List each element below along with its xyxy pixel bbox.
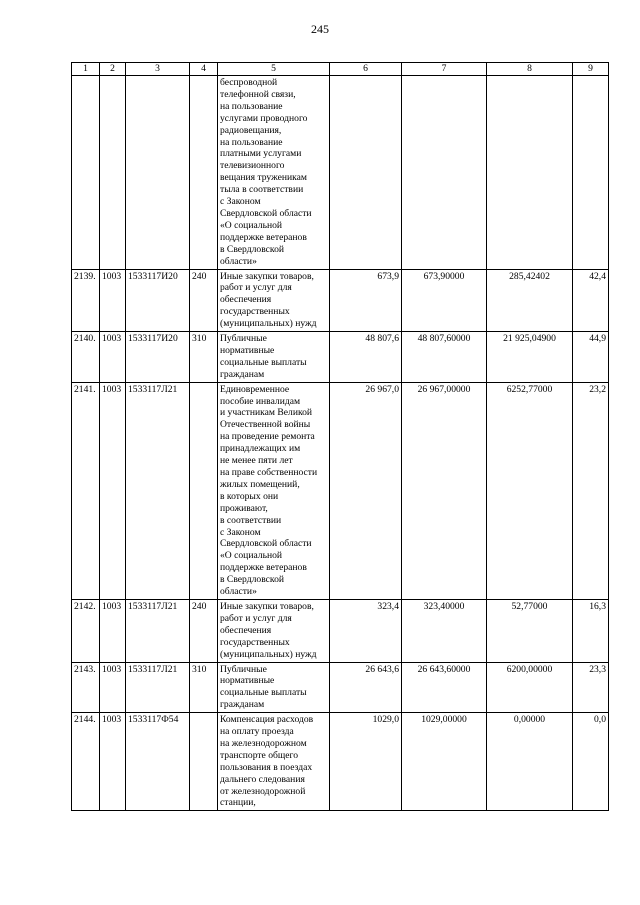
table-row — [72, 269, 609, 332]
column-header: 3 — [126, 63, 190, 76]
target-code — [126, 76, 190, 270]
value-planned: 48 807,6 — [330, 332, 402, 383]
expense-kind: 310 — [190, 662, 218, 713]
table-row — [72, 382, 609, 599]
column-header: 4 — [190, 63, 218, 76]
description: Иные закупки товаров, работ и услуг для обеспечения государственных (муниципальных) нужд — [218, 269, 330, 332]
description: Компенсация расходов на оплату проезда на железнодорожном транспорте общего пользования в поездах дальнего следования от железнодорожной станции, — [218, 713, 330, 811]
value-percent: 0,0 — [573, 713, 609, 811]
value-executed: 21 925,04900 — [487, 332, 573, 383]
value-executed: 0,00000 — [487, 713, 573, 811]
row-number: 2139. — [72, 269, 100, 332]
value-planned: 323,4 — [330, 599, 402, 662]
section-code: 1003 — [100, 269, 126, 332]
value-percent: 16,3 — [573, 599, 609, 662]
value-planned: 26 643,6 — [330, 662, 402, 713]
target-code: 1533117Ф54 — [126, 713, 190, 811]
value-planned: 673,9 — [330, 269, 402, 332]
table-row — [72, 713, 609, 811]
value-planned — [330, 76, 402, 270]
column-header: 8 — [487, 63, 573, 76]
page-number: 245 — [311, 22, 329, 36]
value-executed — [487, 76, 573, 270]
expense-kind — [190, 76, 218, 270]
column-header: 1 — [72, 63, 100, 76]
value-percent: 44,9 — [573, 332, 609, 383]
row-number: 2144. — [72, 713, 100, 811]
value-executed: 6252,77000 — [487, 382, 573, 599]
row-number: 2141. — [72, 382, 100, 599]
value-executed: 285,42402 — [487, 269, 573, 332]
section-code: 1003 — [100, 662, 126, 713]
value-percent: 23,3 — [573, 662, 609, 713]
expense-kind — [190, 382, 218, 599]
section-code: 1003 — [100, 599, 126, 662]
value-percent: 42,4 — [573, 269, 609, 332]
section-code — [100, 76, 126, 270]
column-header: 5 — [218, 63, 330, 76]
budget-table — [71, 62, 609, 811]
target-code: 1533117Л21 — [126, 599, 190, 662]
row-number: 2140. — [72, 332, 100, 383]
header-row — [72, 63, 609, 76]
expense-kind: 240 — [190, 599, 218, 662]
expense-kind — [190, 713, 218, 811]
value-executed: 6200,00000 — [487, 662, 573, 713]
table-row — [72, 599, 609, 662]
section-code: 1003 — [100, 713, 126, 811]
table-row — [72, 662, 609, 713]
value-percent — [573, 76, 609, 270]
value-approved: 26 643,60000 — [402, 662, 487, 713]
description: Публичные нормативные социальные выплаты гражданам — [218, 662, 330, 713]
row-number — [72, 76, 100, 270]
value-approved: 323,40000 — [402, 599, 487, 662]
target-code: 1533117Л21 — [126, 382, 190, 599]
value-approved: 1029,00000 — [402, 713, 487, 811]
value-executed: 52,77000 — [487, 599, 573, 662]
value-approved: 26 967,00000 — [402, 382, 487, 599]
target-code: 1533117Л21 — [126, 662, 190, 713]
row-number: 2142. — [72, 599, 100, 662]
row-number: 2143. — [72, 662, 100, 713]
table-row — [72, 332, 609, 383]
column-header: 6 — [330, 63, 402, 76]
expense-kind: 310 — [190, 332, 218, 383]
column-header: 2 — [100, 63, 126, 76]
description: Публичные нормативные социальные выплаты гражданам — [218, 332, 330, 383]
column-header: 7 — [402, 63, 487, 76]
description: беспроводной телефонной связи, на пользование услугами проводного радиовещания, на пользование платными услугами телевизионного вещания труженикам тыла в соответствии с Законом Свердловской области «О социальной поддержке ветеранов в Свердловской области» — [218, 76, 330, 270]
target-code: 1533117И20 — [126, 269, 190, 332]
column-header: 9 — [573, 63, 609, 76]
target-code: 1533117И20 — [126, 332, 190, 383]
value-percent: 23,2 — [573, 382, 609, 599]
value-approved: 673,90000 — [402, 269, 487, 332]
section-code: 1003 — [100, 382, 126, 599]
value-approved — [402, 76, 487, 270]
value-planned: 26 967,0 — [330, 382, 402, 599]
value-approved: 48 807,60000 — [402, 332, 487, 383]
table-row — [72, 76, 609, 270]
expense-kind: 240 — [190, 269, 218, 332]
value-planned: 1029,0 — [330, 713, 402, 811]
description: Единовременное пособие инвалидам и участникам Великой Отечественной войны на проведение ремонта принадлежащих им не менее пяти лет на праве собственности жилых помещений, в которых они проживают, в соответствии с Законом Свердловской области «О социальной поддержке ветеранов в Свердловской области» — [218, 382, 330, 599]
description: Иные закупки товаров, работ и услуг для обеспечения государственных (муниципальных) нужд — [218, 599, 330, 662]
section-code: 1003 — [100, 332, 126, 383]
